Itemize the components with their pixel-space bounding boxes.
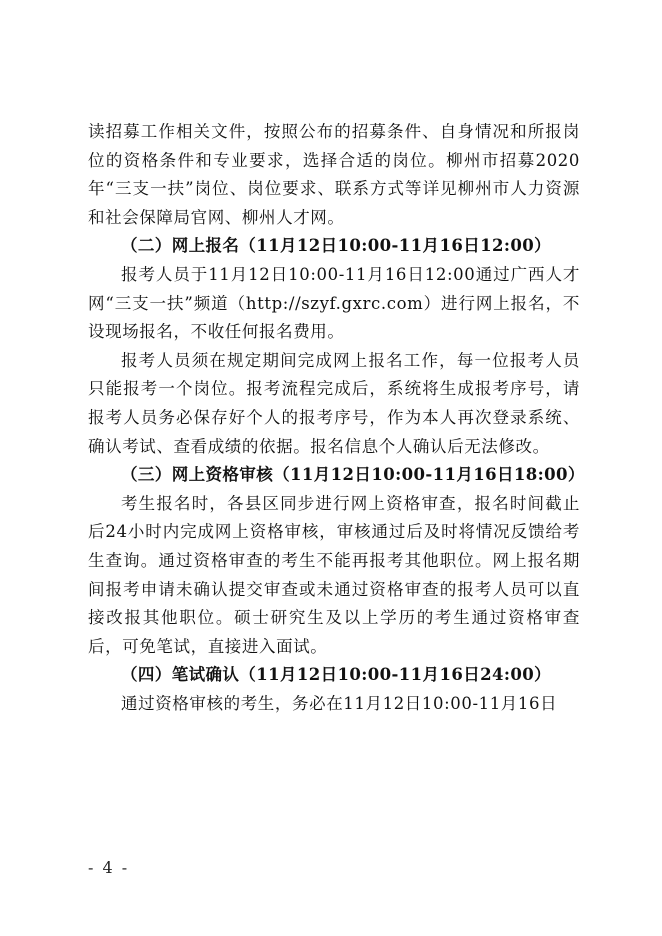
paragraph-registration-rules: 报考人员须在规定期间完成网上报名工作，每一位报考人员只能报考一个岗位。报考流程完成后，系统将生成报考序号，请报考人员务必保存好个人的报考序号，作为本人再次登录系统、确认考试、查看成绩的依据。报名信息个人确认后无法修改。	[88, 350, 580, 456]
paragraph-recruitment-files: 读招募工作相关文件，按照公布的招募条件、自身情况和所报岗位的资格条件和专业要求，选择合适的岗位。柳州市招募2020年“三支一扶”岗位、岗位要求、联系方式等详见柳州市人力资源和社会保障局官网、柳州人才网。	[88, 122, 580, 227]
document-body	[88, 118, 585, 718]
section-heading-qualification-review: （三）网上资格审核（11月12日10:00-11月16日18:00）	[121, 465, 585, 485]
page-number: - 4 -	[88, 858, 130, 877]
section-heading-online-registration: （二）网上报名（11月12日10:00-11月16日12:00）	[121, 236, 552, 256]
paragraph-qualification-review: 考生报名时，各县区同步进行网上资格审查，报名时间截止后24小时内完成网上资格审核，审核通过后及时将情况反馈给考生查询。通过资格审查的考生不能再报考其他职位。网上报名期间报考申请未确认提交审查或未通过资格审查的报考人员可以直接改报其他职位。硕士研究生及以上学历的考生通过资格审查后，可免笔试，直接进入面试。	[88, 493, 580, 656]
paragraph-registration-period: 报考人员于11月12日10:00-11月16日12:00通过广西人才网“三支一扶”频道（http://szyf.gxrc.com）进行网上报名，不设现场报名，不收任何报名费用。	[88, 264, 580, 342]
section-heading-exam-confirmation: （四）笔试确认（11月12日10:00-11月16日24:00）	[121, 665, 552, 685]
paragraph-exam-confirmation: 通过资格审核的考生，务必在11月12日10:00-11月16日	[121, 693, 558, 713]
